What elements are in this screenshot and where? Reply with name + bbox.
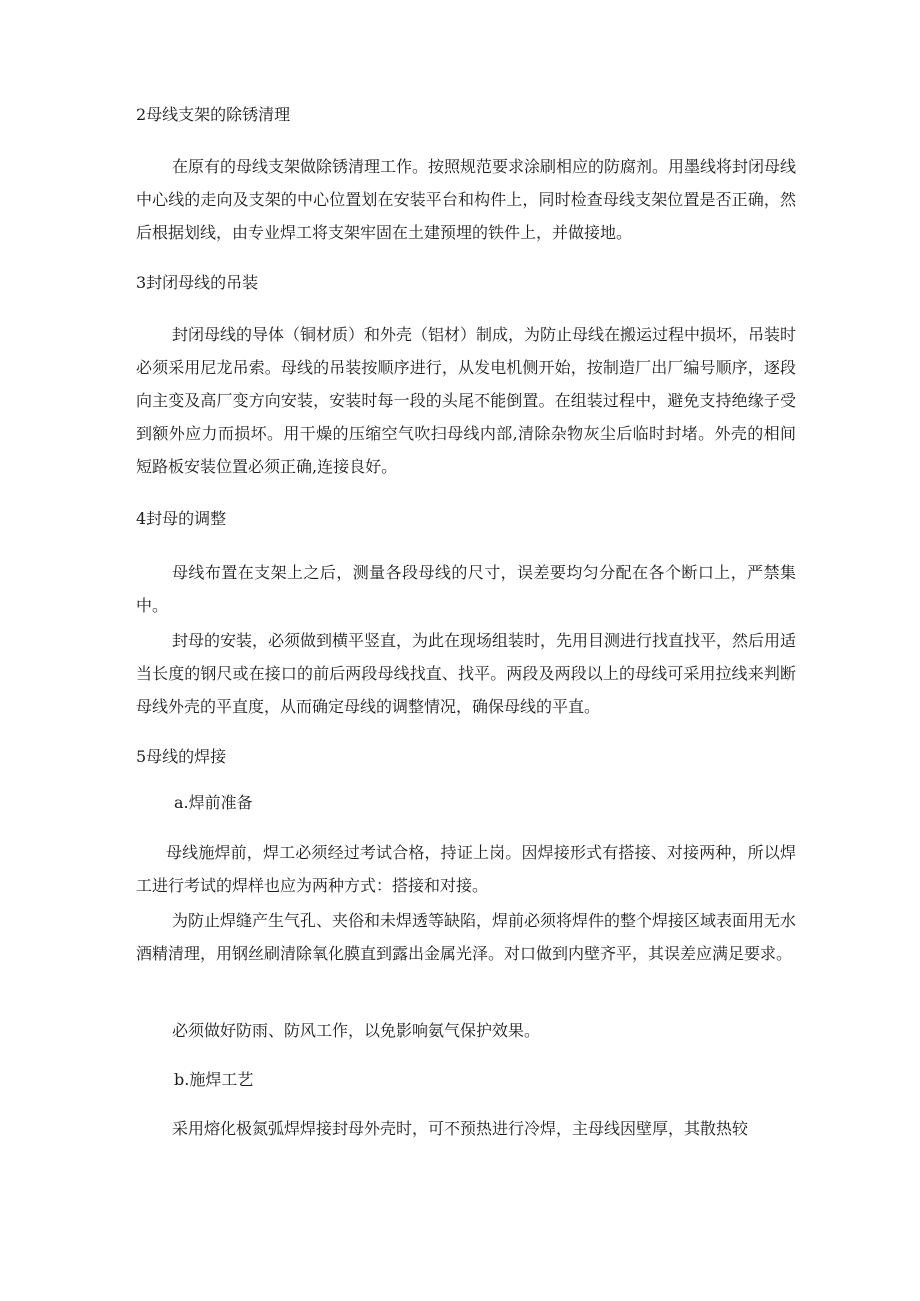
subheading-b: b.施焊工艺	[174, 1070, 254, 1089]
paragraph: 母线布置在支架上之后，测量各段母线的尺寸，误差要均匀分配在各个断口上，严禁集中。	[136, 563, 796, 615]
section-heading-5: 5母线的焊接	[136, 747, 227, 766]
subheading-a: a.焊前准备	[174, 793, 253, 812]
paragraph: 为防止焊缝产生气孔、夹俗和未焊透等缺陷，焊前必须将焊件的整个焊接区域表面用无水酒精清理，用钢丝刷清除氧化膜直到露出金属光泽。对口做到内壁齐平，其误差应满足要求。	[136, 911, 797, 963]
paragraph: 必须做好防雨、防风工作，以免影响氨气保护效果。	[172, 1021, 541, 1040]
section-heading-3: 3封闭母线的吊装	[136, 273, 259, 292]
paragraph: 采用熔化极氮弧焊焊接封母外壳时，可不预热进行冷焊，主母线因壁厚，其散热较	[172, 1119, 749, 1138]
section-heading-4: 4封母的调整	[136, 509, 227, 528]
paragraph: 母线施焊前，焊工必须经过考试合格，持证上岗。因焊接形式有搭接、对接两种，所以焊工进行考试的焊样也应为两种方式：搭接和对接。	[136, 843, 796, 895]
section-heading-2: 2母线支架的除锈清理	[136, 105, 291, 124]
paragraph: 封闭母线的导体（铜材质）和外壳（铝材）制成，为防止母线在搬运过程中损坏，吊装时必须采用尼龙吊索。母线的吊装按顺序进行，从发电机侧开始，按制造厂出厂编号顺序，逐段向主变及高厂变方向安装，安装时每一段的头尾不能倒置。在组装过程中，避免支持绝缘子受到额外应力而损坏。用干燥的压缩空气吹扫母线内部,清除杂物灰尘后临时封堵。外壳的相间短路板安装位置必须正确,连接良好。	[136, 325, 797, 476]
paragraph: 封母的安装，必须做到横平竖直，为此在现场组装时，先用目测进行找直找平，然后用适当长度的钢尺或在接口的前后两段母线找直、找平。两段及两段以上的母线可采用拉线来判断母线外壳的平直度，从而确定母线的调整情况，确保母线的平直。	[136, 631, 797, 716]
paragraph: 在原有的母线支架做除锈清理工作。按照规范要求涂刷相应的防腐剂。用墨线将封闭母线中心线的走向及支架的中心位置划在安装平台和构件上，同时检查母线支架位置是否正确，然后根据划线，由专业焊工将支架牢固在土建预埋的铁件上，并做接地。	[136, 157, 797, 242]
